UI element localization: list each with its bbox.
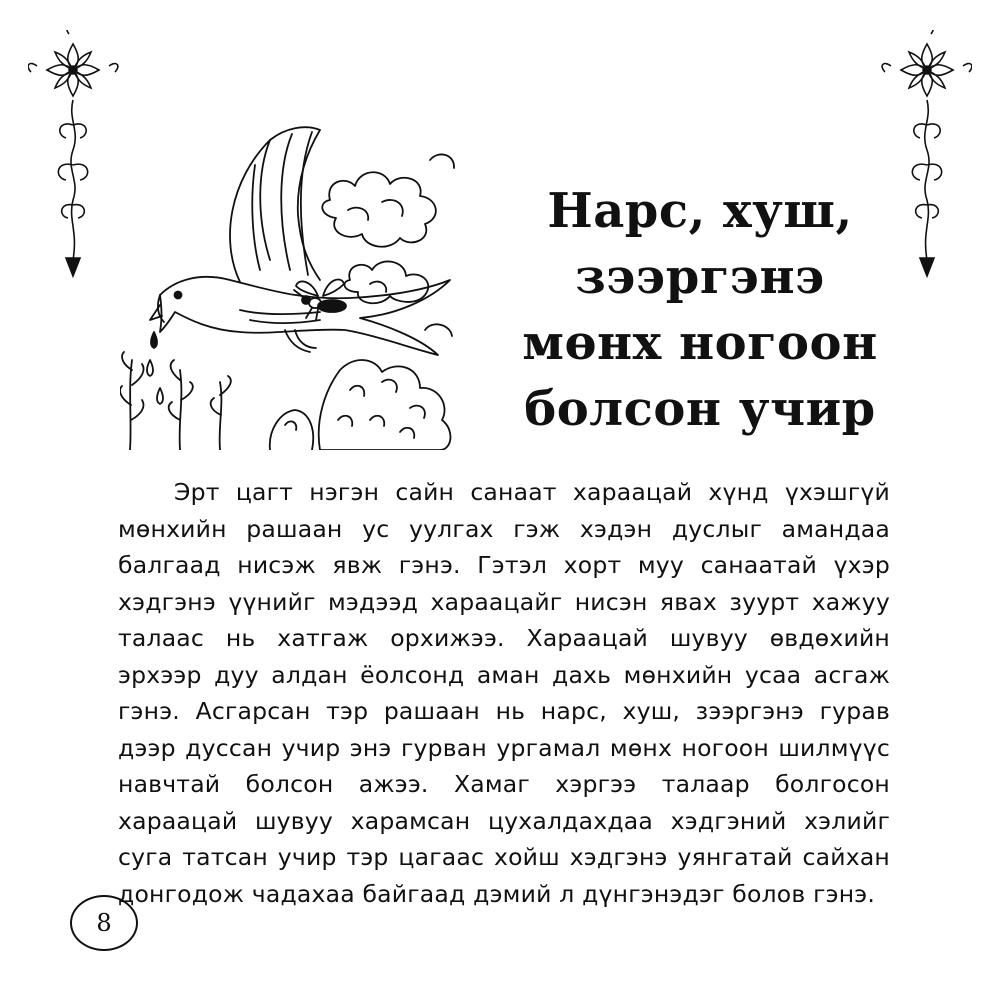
corner-ornament-left-icon (28, 30, 128, 280)
title-line: Нарс, хуш, (547, 183, 853, 239)
title-line: мөнх ногоон (522, 315, 878, 371)
swallow-illustration-icon (120, 120, 460, 450)
story-title (520, 178, 880, 442)
corner-ornament-right-icon (872, 30, 972, 280)
title-line: зээргэнэ (575, 249, 825, 305)
title-line: болсон учир (524, 381, 876, 437)
page-number-badge (70, 895, 138, 951)
story-paragraph: Эрт цагт нэгэн сайн санаат хараацай хүнд үхэшгүй мөнхийн рашаан ус уулгах гэж хэдэн дуслыг амандаа балгаад нисэж явж гэнэ. Гэтэл хорт муу санаатай үхэр хэдгэнэ үүнийг мэдээд хараацайг нисэн явах зуурт хажуу талаас нь хатгаж орхижээ. Хараацай шувуу өвдөхийн эрхээр дуу алдан ёолсонд аман дахь мөнхийн усаа асгаж гэнэ. Асгарсан тэр рашаан нь нарс, хуш, зээргэнэ гурав дээр дуссан учир энэ гурван ургамал мөнх ногоон шилмүүс навчтай болсон ажээ. Хамаг хэргээ талаар болгосон хараацай шувуу харамсан цухалдахдаа хэдгэний хэлийг суга татсан учир тэр цагаас хойш хэдгэнэ уянгатай сайхан донгодож чадахаа байгаад дэмий л дүнгэнэдэг болов гэнэ. (118, 478, 890, 908)
bush-icon (270, 360, 451, 450)
page-number: 8 (96, 909, 112, 937)
plant-icon (120, 352, 231, 450)
